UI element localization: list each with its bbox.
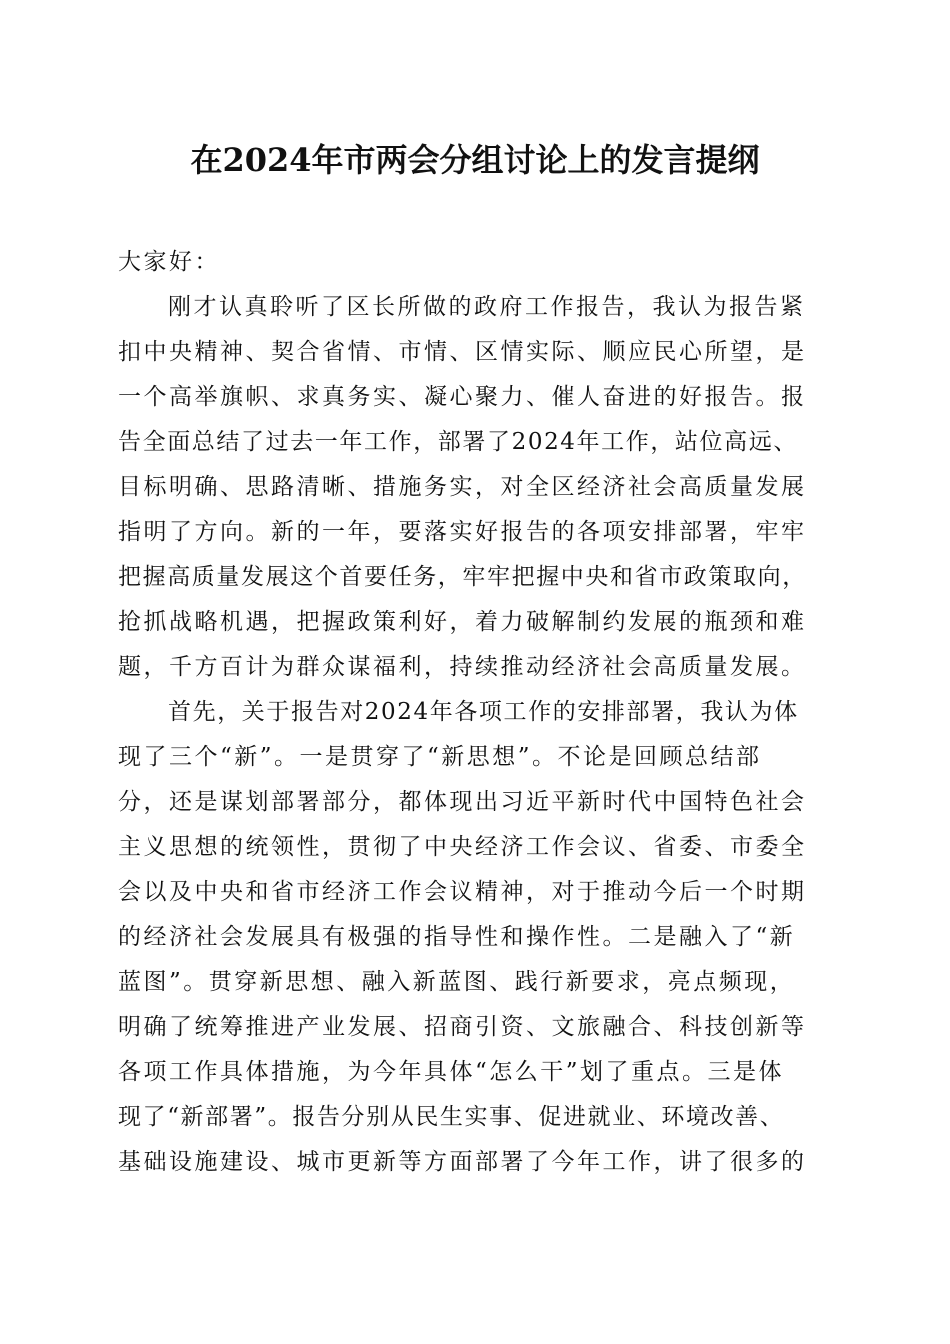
paragraph-2-line-4: 主义思想的统领性，贯彻了中央经济工作会议、省委、市委全 (118, 834, 807, 860)
paragraph-2-line-7: 蓝图”。贯穿新思想、融入新蓝图、践行新要求，亮点频现， (118, 969, 796, 995)
paragraph-2-line-3: 分，还是谋划部署部分，都体现出习近平新时代中国特色社会 (118, 789, 807, 815)
paragraph-2-line-9: 各项工作具体措施，为今年具体“怎么干”划了重点。三是体 (118, 1059, 785, 1085)
document-body (118, 240, 838, 1185)
paragraph-1-line-7: 把握高质量发展这个首要任务，牢牢把握中央和省市政策取向， (118, 564, 807, 590)
paragraph-2-line-2: 现了三个“新”。一是贯穿了“新思想”。不论是回顾总结部 (118, 744, 762, 770)
paragraph-2-line-10: 现了“新部署”。报告分别从民生实事、促进就业、环境改善、 (118, 1104, 785, 1130)
paragraph-1-line-5: 目标明确、思路清晰、措施务实，对全区经济社会高质量发展 (118, 474, 807, 500)
paragraph-2-line-6: 的经济社会发展具有极强的指导性和操作性。二是融入了“新 (118, 924, 796, 950)
paragraph-1-line-6: 指明了方向。新的一年，要落实好报告的各项安排部署，牢牢 (118, 519, 807, 545)
paragraph-1-line-2: 扣中央精神、契合省情、市情、区情实际、顺应民心所望，是 (118, 339, 807, 365)
document-title: 在2024年市两会分组讨论上的发言提纲 (190, 141, 760, 179)
paragraph-1-line-8: 抢抓战略机遇，把握政策利好，着力破解制约发展的瓶颈和难 (118, 609, 807, 635)
paragraph-2-line-1: 首先，关于报告对2024年各项工作的安排部署，我认为体 (168, 699, 799, 725)
paragraph-2-line-5: 会以及中央和省市经济工作会议精神，对于推动今后一个时期 (118, 879, 807, 905)
greeting-line: 大家好： (118, 249, 220, 275)
paragraph-1-line-9: 题，千方百计为群众谋福利，持续推动经济社会高质量发展。 (118, 654, 807, 680)
paragraph-1-line-4: 告全面总结了过去一年工作，部署了2024年工作，站位高远、 (118, 429, 798, 455)
paragraph-2-line-8: 明确了统筹推进产业发展、招商引资、文旅融合、科技创新等 (118, 1014, 807, 1040)
paragraph-2-line-11: 基础设施建设、城市更新等方面部署了今年工作，讲了很多的 (118, 1149, 807, 1175)
paragraph-1-line-3: 一个高举旗帜、求真务实、凝心聚力、催人奋进的好报告。报 (118, 384, 807, 410)
paragraph-1-line-1: 刚才认真聆听了区长所做的政府工作报告，我认为报告紧 (168, 294, 806, 320)
